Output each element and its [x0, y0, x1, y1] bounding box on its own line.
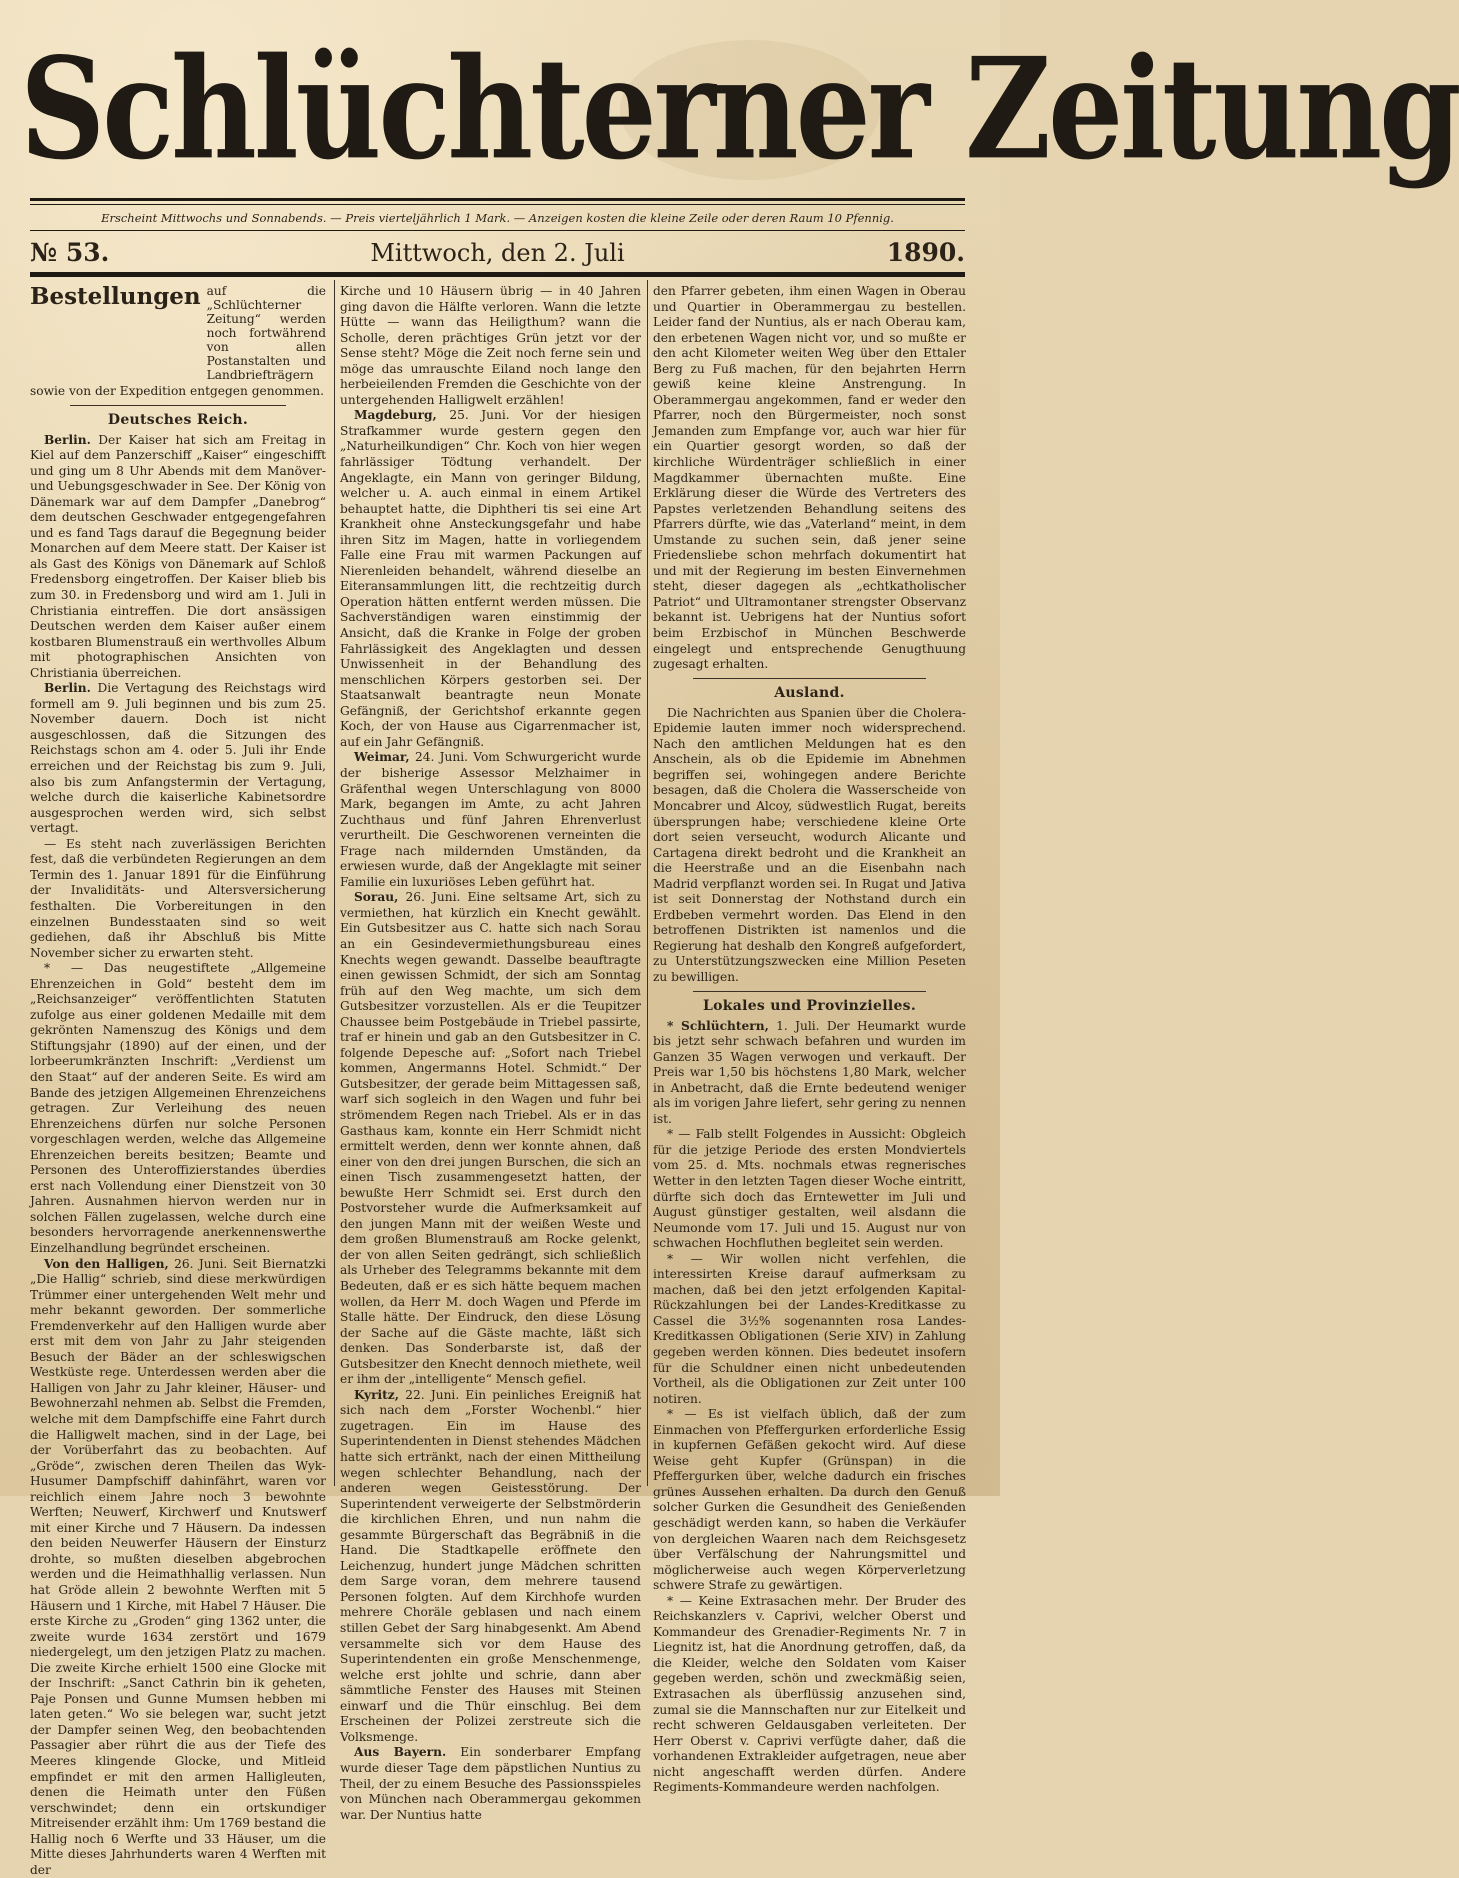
section-heading-ausland: Ausland.	[774, 684, 845, 701]
article-lead: Berlin.	[44, 432, 91, 447]
article-lead: Kyritz,	[354, 1387, 399, 1402]
masthead-title: Schlüchterner Zeitung	[20, 26, 1459, 191]
article-text: 1. Juli. Der Heumarkt wurde bis jetzt sehr schwach befahren und wurden im Ganzen 35 Wagen verwogen und verkauft. Der Preis war 1,50 bis höchstens 1,80 Mark, welcher in Anbetracht, daß die Ernte bedeutend weniger als im vorigen Jahre liefert, sehr gering zu nennen ist.	[653, 1018, 966, 1126]
article-lead: * Schlüchtern,	[667, 1018, 769, 1033]
article-text: 24. Juni. Vom Schwurgericht wurde der bisherige Assessor Melzhaimer in Gräfenthal wegen Unterschlagung von 8000 Mark, begangen im Amte, zu acht Jahren Zuchthaus und fünf Jahren Ehrenverlust verurtheilt. Die Geschworenen verneinten die Frage nach mildernden Umständen, da erwiesen wurde, daß der Angeklagte mit seiner Familie ein luxuriöses Leben geführt hat.	[340, 750, 642, 889]
masthead-tagline: Erscheint Mittwochs und Sonnabends. — Preis vierteljährlich 1 Mark. — Anzeigen kosten die kleine Zeile oder deren Raum 10 Pfennig.	[101, 211, 894, 225]
article-lead: Von den Halligen,	[44, 1256, 169, 1271]
article-berlin-2	[30, 681, 326, 836]
column-3	[653, 284, 966, 1795]
article-schluechtern	[653, 1019, 966, 1128]
order-rest: sowie von der Expedition entgegen genommen.	[30, 384, 324, 398]
article-text: 26. Juni. Seit Biernatzki „Die Hallig“ schrieb, sind diese merkwürdigen Trümmer einer untergehenden Welt mehr und mehr bekannt geworden. Der sommerliche Fremdenverkehr auf den Halligen wurde aber erst mit dem von Jahr zu Jahr steigenden Besuch der Bäder an der schleswigschen Westküste rege. Unterdessen werden aber die Halligen von Jahr zu Jahr kleiner, Häuser- und Bewohnerzahl nehmen ab. Selbst die Fremden, welche mit dem Dampfschiffe eine Fahrt durch die Halligwelt machen, sind in der Lage, bei der Vorüberfahrt das zu beobachten. Auf „Gröde“, zwischen deren Theilen das Wyk-Husumer Dampfschiff dahinfährt, waren vor reichlich einem Jahre noch 3 bewohnte Werften; Neuwerf, Kirchwerf und Knutswerf mit einer Kirche und 7 Häusern. Da indessen den beiden Neuwerfer Häusern der Einsturz drohte, so mußten dieselben abgebrochen werden und die Heimathhallig verlassen. Nun hat Gröde allein 2 bewohnte Werften mit 5 Häusern und 1 Kirche, mit Habel 7 Häuser. Die erste Kirche zu „Groden“ ging 1362 unter, die zweite wurde 1634 zerstört und 1679 niedergelegt, um den jetzigen Platz zu machen. Die zweite Kirche erhielt 1500 eine Glocke mit der Inschrift: „Sanct Cathrin bin ik geheten, Paje Ponsen und Gunne Mumsen hebben mi laten geten.“ Wo sie belegen war, sucht jetzt der Dampfer seinen Weg, den beobachtenden Passagier aber rührt die aus der Tiefe des Meeres klingende Glocke, und Mitleid empfindet er mit den armen Halligleuten, denen die Heimath unter den Füßen verschwindet; denn ein ortskundiger Mitreisender erzählt ihm: Um 1769 bestand die Hallig noch 6 Werfte und 33 Häuser, um die Mitte dieses Jahrhunderts waren 4 Werften mit der	[30, 1256, 326, 1877]
article-lead: Aus Bayern.	[354, 1745, 447, 1760]
article-ehrenzeichen: * — Das neugestiftete „Allgemeine Ehrenzeichen in Gold“ besteht dem im „Reichsanzeiger“ veröffentlichten Statuten zufolge aus einer goldenen Medaille mit dem gekrönten Namenszug des Königs und dem Stiftungsjahr (1890) auf der einen, und der lorbeerumkränzten Inschrift: „Verdienst um den Staat“ auf der anderen Seite. Es wird am Bande des jetzigen Allgemeinen Ehrenzeichens getragen. Zur Verleihung des neuen Ehrenzeichens dürfen nur solche Personen vorgeschlagen werden, welche das Allgemeine Ehrenzeichen bereits besitzen; Beamte und Personen des Unteroffizierstandes überdies erst nach Vollendung einer Dienstzeit von 30 Jahren. Ausnahmen hiervon werden nur in solchen Fällen zugelassen, welche durch eine besonders hervorragende anerkennenswerthe Einzelhandlung begründet erscheinen.	[30, 961, 326, 1255]
column-2	[340, 284, 642, 1822]
article-halligen-cont: Kirche und 10 Häusern übrig — in 40 Jahren ging davon die Hälfte verloren. Wann die letzte Hütte — wann das Heiligthum? wann die Scholle, deren prächtiges Grün jetzt vor der Sense steht? Möge die Zeit noch ferne sein und möge das umrauschte Eiland noch lange den herbeieilenden Fremden die Geschichte von der untergehenden Halligwelt erzählen!	[340, 284, 641, 407]
section-heading-lokales: Lokales und Provinzielles.	[702, 997, 917, 1014]
article-kyritz	[340, 1388, 641, 1746]
order-notice	[30, 284, 326, 382]
article-lead: Magdeburg,	[354, 408, 437, 423]
article-text: 25. Juni. Vor der hiesigen Strafkammer wurde gestern gegen den „Naturheilkundigen“ Chr. Koch von hier wegen fahrlässiger Tödtung verhandelt. Der Angeklagte, ein Mann von geringer Bildung, welcher u. A. auch einmal in einem Artikel behauptet hatte, die Diphtheri tis sei eine Art Krankheit ohne Ansteckungsgefahr und habe ihren Sitz im Magen, hatte in vorliegendem Falle eine Frau mit warmen Packungen auf Nierenleiden behandelt, während dieselbe an Eiteransammlungen litt, die rechtzeitig durch Operation hätten entfernt werden müssen. Die Sachverständigen waren einstimmig der Ansicht, daß die Kranke in Folge der groben Fahrlässigkeit des Angeklagten und dessen Unwissenheit in der Behandlung des menschlichen Körpers gestorben sei. Der Staatsanwalt beantragte neun Monate Gefängniß, der Gerichtshof erkannte gegen Koch, der von Hause aus Cigarrenmacher ist, auf ein Jahr Gefängniß.	[340, 408, 642, 749]
issue-line	[30, 236, 965, 270]
article-weimar	[340, 750, 641, 890]
article-falb: * — Falb stellt Folgendes in Aussicht: Obgleich für die jetzige Periode des ersten Mondviertels vom 25. d. Mts. nochmals etwas regnerisches Wetter in den letzten Tagen dieser Woche eintritt, dürfte sich doch das Erntewetter im Juli und August günstiger gestalten, weil alsdann die Neumonde vom 17. Juli und 15. August nur von schwachen Hochfluthen begleitet sein werden.	[653, 1127, 966, 1251]
article-berlin-1	[30, 433, 326, 682]
order-heading: Bestellungen	[30, 283, 201, 310]
article-halligen	[30, 1257, 326, 1878]
article-bayern	[340, 1745, 641, 1823]
order-text: auf die „Schlüchterner Zeitung“ werden noch fortwährend von allen Postanstalten und Landbriefträgern	[206, 284, 326, 382]
article-sorau	[340, 890, 641, 1388]
column-divider	[647, 280, 648, 1486]
article-magdeburg	[340, 408, 641, 750]
article-extrasachen: * — Keine Extrasachen mehr. Der Bruder des Reichskanzlers v. Caprivi, welcher Oberst und Kommandeur des Grenadier-Regiments Nr. 7 in Liegnitz ist, hat die Anordnung getroffen, daß, da die Kleider, welche den Soldaten vom Kaiser gegeben werden, schön und zweckmäßig seien, Extrasachen als überflüssig anzusehen sind, zumal sie die Mannschaften nur zur Eitelkeit und recht schweren Geldausgaben verleiteten. Der Herr Oberst v. Caprivi verfügte daher, daß die vorhandenen Extrakleider aufgetragen, neue aber nicht angeschafft werden dürfen. Andere Regiments-Kommandeure werden nachfolgen.	[653, 1593, 966, 1795]
article-bayern-cont: den Pfarrer gebeten, ihm einen Wagen in Oberau und Quartier in Oberammergau zu bestellen. Leider fand der Nuntius, als er nach Oberau kam, den erbetenen Wagen nicht vor, und so mußte er den acht Kilometer weiten Weg über den Ettaler Berg zu Fuß machen, für den bejahrten Herrn gewiß keine kleine Anstrengung. In Oberammergau angekommen, fand er weder den Pfarrer, noch den Bürgermeister, noch sonst Jemanden zum Empfange vor, auch war hier für ein Quartier gesorgt worden, so daß der kirchliche Würdenträger schließlich in einer Magdkammer übernachten mußte. Eine Erklärung dieser die Würde des Vertreters des Papstes verletzenden Behandlung seitens des Pfarrers dürfte, wie das „Vaterland“ meint, in dem Umstande zu suchen sein, daß jener seine Friedensliebe schon mehrfach dokumentirt hat und mit der Regierung im besten Einvernehmen steht, dieser dagegen als „echtkatholischer Patriot“ und Ultramontaner strengster Observanz bekannt ist. Uebrigens hat der Nuntius sofort beim Erzbischof in München Beschwerde eingelegt und entsprechende Genugthuung zugesagt erhalten.	[653, 284, 966, 672]
article-lead: Weimar,	[354, 750, 410, 765]
section-separator	[70, 405, 286, 406]
article-invaliditaet: — Es steht nach zuverlässigen Berichten fest, daß die verbündeten Regierungen an dem Termin des 1. Januar 1891 für die Einführung der Invaliditäts- und Altersversicherung festhalten. Die Vorbereitungen in den einzelnen Bundesstaaten sind so weit gediehen, daß ihr Abschluß bis Mitte November sicher zu erwarten steht.	[30, 836, 326, 960]
article-text: 22. Juni. Ein peinliches Ereigniß hat sich nach dem „Forster Wochenbl.“ hier zugetragen. Ein im Hause des Superintendenten in Dienst stehendes Mädchen hatte sich ertränkt, nach der einen Mittheilung wegen schlechter Behandlung, nach der anderen wegen Geistesstörung. Der Superintendent verweigerte der Selbstmörderin die kirchlichen Ehren, und nun nahm die gesammte Bürgerschaft das Begräbniß in die Hand. Die Stadtkapelle eröffnete den Leichenzug, hundert junge Mädchen schritten dem Sarge voran, dem mehrere tausend Personen folgten. Auf dem Kirchhofe wurden mehrere Choräle geblasen und nach einem stillen Gebet der Sarg hinabgesenkt. Am Abend versammelte sich vor dem Hause des Superintendenten ein große Menschenmenge, welche erst johlte und schrie, dann aber sämmtliche Fenster des Hauses mit Steinen einwarf und die Thür einschlug. Bei dem Erscheinen der Polizei zerstreute sich die Volksmenge.	[340, 1387, 641, 1744]
issue-number: № 53.	[30, 238, 110, 267]
masthead-rule	[30, 198, 965, 201]
article-kreditkasse: * — Wir wollen nicht verfehlen, die interessirten Kreise darauf aufmerksam zu machen, daß bei den jetzt erfolgenden Kapital-Rückzahlungen bei der Landes-Kreditkasse zu Cassel die 3½% sogenannten rosa Landes-Kreditkassen Obligationen (Serie XIV) in Zahlung gegeben werden können. Dies bedeutet insofern für die Schuldner einen nicht unbedeutenden Vortheil, als die Obligationen zur Zeit unter 100 notiren.	[653, 1251, 966, 1406]
tagline-rule	[30, 230, 965, 231]
issue-year: 1890.	[886, 238, 965, 267]
article-pfeffergurken: * — Es ist vielfach üblich, daß der zum Einmachen von Pfeffergurken erforderliche Essig in kupfernen Gefäßen gekocht wird. Auf diese Weise geht Kupfer (Grünspan) in die Pfeffergurken über, welche dadurch ein frisches grünes Aussehen erhalten. Da durch den Genuß solcher Gurken die Gesundheit des Genießenden geschädigt werden kann, so haben die Verkäufer von dergleichen Waaren nach dem Reichsgesetz über Verfälschung der Nahrungsmittel und möglicherweise auch wegen Körperverletzung schwere Strafe zu gewärtigen.	[653, 1407, 966, 1593]
masthead-rule	[30, 204, 965, 205]
article-text: Der Kaiser hat sich am Freitag in Kiel auf dem Panzerschiff „Kaiser“ eingeschifft und ging um 8 Uhr Abends mit dem Manöver- und Uebungsgeschwader in See. Der König von Dänemark war auf dem Dampfer „Danebrog“ dem deutschen Geschwader entgegengefahren und es fand Tags darauf die Begegnung beider Monarchen auf dem Meere statt. Der Kaiser ist als Gast des Königs von Dänemark auf Schloß Fredensborg eingetroffen. Der Kaiser blieb bis zum 30. in Fredensborg und wird am 1. Juli in Christiania eintreffen. Die dort ansässigen Deutschen werden dem Kaiser außer einem kostbaren Blumenstrauß ein werthvolles Album mit photographischen Ansichten von Christiania überreichen.	[30, 432, 327, 680]
issue-rule	[30, 272, 965, 277]
article-text: Die Vertagung des Reichstags wird formell am 9. Juli beginnen und bis zum 25. November dauern. Doch ist nicht ausgeschlossen, daß die Sitzungen des Reichstags schon am 4. oder 5. Juli ihr Ende erreichen und der Reichstag bis zum 9. Juli, also bis zum Anfangstermin der Vertagung, welche durch die kaiserliche Kabinetsordre ausgesprochen werden wird, sich selbst vertagt.	[30, 681, 326, 836]
section-separator	[693, 678, 926, 679]
section-separator	[693, 991, 926, 992]
issue-date: Mittwoch, den 2. Juli	[370, 239, 625, 267]
article-lead: Berlin.	[44, 681, 91, 696]
article-spanien: Die Nachrichten aus Spanien über die Cholera-Epidemie lauten immer noch widersprechend. Nach den amtlichen Meldungen hat es den Anschein, als ob die Epidemie im Abnehmen begriffen sei, wohingegen andere Berichte besagen, daß die Cholera die Wasserscheide von Moncabrer und Alcoy, südwestlich Rugat, bereits übersprungen habe; verschiedene kleine Orte dort seien verseucht, wodurch Alicante und Cartagena direkt bedroht und die Krankheit an die Heerstraße und an die Eisenbahn nach Madrid verpflanzt worden sei. In Rugat und Jativa ist seit Donnerstag der Nothstand durch ein Erdbeben vermehrt worden. Das Elend in den betroffenen Distrikten ist namenlos und die Regierung hat deshalb den Kongreß aufgefordert, zu Unterstützungszwecken eine Million Peseten zu bewilligen.	[653, 705, 966, 984]
article-lead: Sorau,	[354, 890, 399, 905]
article-text: Ein sonderbarer Empfang wurde dieser Tage dem päpstlichen Nuntius zu Theil, der zu einem Besuche des Passionsspieles von München nach Oberammergau gekommen war. Der Nuntius hatte	[340, 1745, 642, 1822]
article-text: 26. Juni. Eine seltsame Art, sich zu vermiethen, hat kürzlich ein Knecht gewählt. Ein Gutsbesitzer aus C. hatte sich nach Sorau an ein Gesindevermiethungsbureau eines Knechts wegen gewandt. Dasselbe beauftragte einen gewissen Schmidt, der sich am Sonntag früh auf den Weg machte, um sich dem Gutsbesitzer vorzustellen. Als er die Teupitzer Chaussee beim Postgebäude in Triebel passirte, traf er hinein und gab an den Gutsbesitzer in C. folgende Depesche auf: „Sofort nach Triebel kommen, Angermanns Hotel. Schmidt.“ Der Gutsbesitzer, der gerade beim Mittagessen saß, warf sich sogleich in den Wagen und fuhr bei strömendem Regen nach Triebel. Als er in das Gasthaus kam, konnte ein Herr Schmidt nicht ermittelt werden, denn wer konnte ahnen, daß einer von den drei jungen Burschen, die sich an einen Tisch zusammengesetzt hatten, der bewußte Herr Schmidt sei. Erst durch den Postvorsteher wurde die Aufmerksamkeit auf den jungen Mann mit der weißen Weste und dem großen Blumenstrauß am Rocke gelenkt, der von allen Seiten gedrängt, sich schließlich als Urheber des Telegramms bekannte mit dem Bedeuten, daß er es sich hätte bequem machen wollen, da Herr M. doch Wagen und Pferde im Stalle hätte. Der Eindruck, den diese Lösung der Sache auf die Gäste machte, läßt sich denken. Das Sonderbarste ist, daß der Gutsbesitzer den Knecht dennoch miethete, weil er ihm der „intelligente“ Mensch gefiel.	[340, 890, 642, 1387]
column-divider	[334, 280, 335, 1486]
section-heading-reich: Deutsches Reich.	[107, 411, 249, 428]
column-1	[30, 283, 327, 1877]
